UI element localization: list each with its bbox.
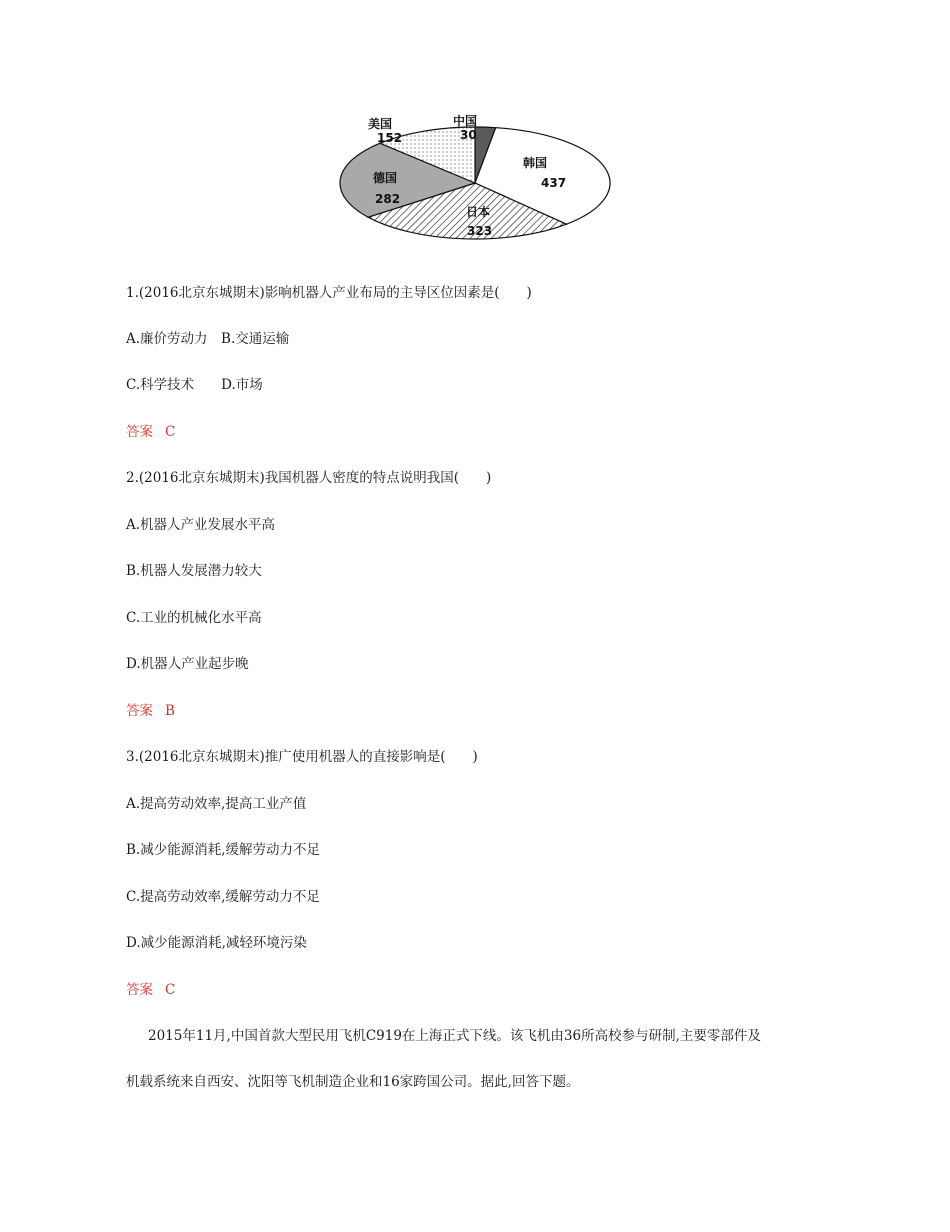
pie-svg	[330, 95, 630, 265]
question-3-answer	[126, 980, 175, 1000]
question-1-answer	[126, 422, 175, 442]
question-1-options-cd: C.科学技术 D.市场	[126, 377, 263, 393]
passage-line-2: 机载系统来自西安、沈阳等飞机制造企业和16家跨国公司。据此,回答下题。	[126, 1074, 580, 1090]
value-china: 30	[460, 128, 477, 142]
question-2-answer	[126, 701, 175, 721]
question-1-options-ab: A.廉价劳动力 B.交通运输	[126, 331, 290, 347]
answer-label: 答案	[126, 703, 153, 719]
answer-value: C	[165, 424, 176, 440]
label-usa: 美国	[368, 117, 393, 131]
label-japan: 日本	[466, 205, 491, 219]
value-usa: 152	[377, 131, 403, 145]
answer-value: B	[165, 703, 175, 719]
value-germany: 282	[375, 192, 401, 206]
label-korea: 韩国	[523, 156, 548, 170]
answer-value: C	[165, 982, 176, 998]
question-2-option-a: A.机器人产业发展水平高	[126, 517, 276, 533]
value-japan: 323	[467, 224, 493, 238]
question-2-option-c: C.工业的机械化水平高	[126, 610, 262, 626]
label-germany: 德国	[373, 171, 398, 185]
question-2-stem: 2.(2016北京东城期末)我国机器人密度的特点说明我国( )	[126, 470, 492, 486]
answer-label: 答案	[126, 982, 153, 998]
question-3-option-a: A.提高劳动效率,提高工业产值	[126, 796, 307, 812]
value-korea: 437	[541, 176, 567, 190]
answer-label: 答案	[126, 424, 153, 440]
question-3-option-d: D.减少能源消耗,减轻环境污染	[126, 935, 307, 951]
question-3-option-b: B.减少能源消耗,缓解劳动力不足	[126, 842, 321, 858]
label-china: 中国	[453, 114, 478, 128]
question-3-option-c: C.提高劳动效率,缓解劳动力不足	[126, 889, 320, 905]
question-2-option-b: B.机器人发展潜力较大	[126, 563, 262, 579]
question-1-stem: 1.(2016北京东城期末)影响机器人产业布局的主导区位因素是( )	[126, 285, 532, 301]
robot-density-pie-chart	[330, 95, 630, 265]
question-2-option-d: D.机器人产业起步晚	[126, 656, 249, 672]
passage-line-1: 2015年11月,中国首款大型民用飞机C919在上海正式下线。该飞机由36所高校参与研制,主要零部件及	[148, 1028, 761, 1044]
question-3-stem: 3.(2016北京东城期末)推广使用机器人的直接影响是( )	[126, 749, 478, 765]
